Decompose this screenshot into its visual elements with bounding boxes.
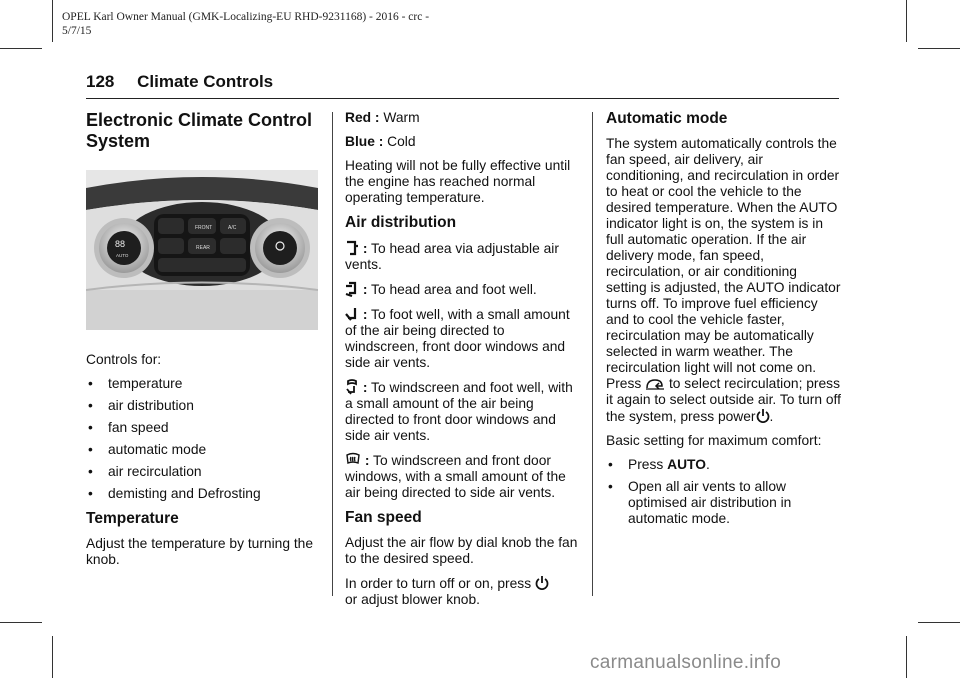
list-item: • air recirculation	[86, 464, 321, 480]
windscreen-foot-icon	[345, 379, 359, 395]
crop-mark	[52, 636, 53, 678]
power-icon	[535, 575, 549, 591]
list-item: • fan speed	[86, 420, 321, 436]
panel-front-label: FRONT	[195, 225, 213, 231]
page-title: Electronic Climate Control System	[86, 110, 313, 151]
climate-panel-photo	[86, 170, 318, 330]
air-item: : To head area and foot well.	[345, 281, 580, 298]
crop-mark	[906, 636, 907, 678]
climate-panel-illustration	[86, 170, 318, 330]
controls-intro: Controls for:	[86, 352, 162, 367]
fan-speed-heading: Fan speed	[345, 509, 422, 526]
crop-mark	[906, 0, 907, 42]
section-header	[86, 72, 273, 92]
air-item-text: To head area and foot well.	[371, 282, 537, 297]
column-divider	[592, 112, 593, 596]
foot-well-icon	[345, 306, 359, 322]
blue-cold-line	[345, 134, 580, 150]
controls-list	[86, 376, 321, 502]
fan-power-text	[345, 575, 580, 608]
section-title: Climate Controls	[137, 72, 274, 91]
column-2	[345, 110, 580, 616]
page-number: 128	[86, 72, 115, 91]
red-label: Red :	[345, 110, 380, 125]
list-item: • automatic mode	[86, 442, 321, 458]
power-icon	[756, 408, 770, 424]
step1-post: .	[705, 457, 710, 472]
crop-mark	[0, 48, 42, 49]
column-3	[606, 110, 841, 533]
automatic-mode-heading: Automatic mode	[606, 110, 728, 127]
head-vent-icon	[345, 240, 359, 256]
basic-setting-steps	[606, 457, 841, 527]
header-rule	[86, 98, 839, 99]
panel-ac-label: A/C	[228, 225, 237, 231]
auto-text-part-2: to select recirculation; press it again to select outside air. To turn off the system, press power	[606, 376, 841, 424]
heating-note: Heating will not be fully effective until the engine has reached normal operating temperature.	[345, 158, 571, 205]
basic-setting-text: Basic setting for maximum comfort:	[606, 433, 822, 448]
red-warm-line	[345, 110, 580, 126]
temperature-text: Adjust the temperature by turning the knob.	[86, 536, 314, 567]
auto-text-part-3: .	[769, 409, 774, 424]
document-meta: OPEL Karl Owner Manual (GMK-Localizing-EU RHD-9231168) - 2016 - crc - 5/7/15	[62, 11, 430, 37]
step1-pre: Press	[628, 457, 664, 472]
crop-mark	[0, 622, 42, 623]
list-item: • demisting and Defrosting	[86, 486, 321, 502]
list-item: • temperature	[86, 376, 321, 392]
blue-text: Cold	[387, 134, 416, 149]
step1-bold: AUTO	[667, 457, 706, 472]
air-item-text: To windscreen and front door windows, with a small amount of the air being directed to side air vents.	[345, 453, 566, 500]
automatic-mode-text	[606, 136, 841, 425]
windscreen-defrost-icon	[345, 452, 361, 468]
fan-power-post: or adjust blower knob.	[345, 592, 480, 607]
air-item-text: To foot well, with a small amount of the air being directed to windscreen, front door windows and side air vents.	[345, 307, 570, 370]
air-item-text: To head area via adjustable air vents.	[345, 241, 559, 272]
air-item: : To foot well, with a small amount of the air being directed to windscreen, front door windows and side air vents.	[345, 307, 570, 370]
blue-label: Blue :	[345, 134, 384, 149]
red-text: Warm	[383, 110, 420, 125]
recirculation-icon	[645, 377, 665, 391]
temperature-heading: Temperature	[86, 510, 179, 527]
column-divider	[332, 112, 333, 596]
crop-mark	[918, 622, 960, 623]
auto-text-part-1: The system automatically controls the fan speed, air delivery, air conditioning, and recirculation in order to heat or cool the vehicle to the desired temperature. When the AUTO indicator light is on, the system is in full automatic operation. If the air delivery mode, fan speed, recirculation, or air conditioning setting is adjusted, the AUTO indicator turns off. To improve fuel efficiency and to cool the vehicle faster, recirculation may be automatically selected in warm weather. The recirculation light will not come on. Press	[606, 136, 841, 391]
crop-mark	[52, 0, 53, 42]
air-item-text: To windscreen and foot well, with a small amount of the air being directed to front door windows and side air vents.	[345, 380, 573, 443]
list-item: • air distribution	[86, 398, 321, 414]
air-item: : To windscreen and foot well, with a small amount of the air being directed to front door windows and side air vents.	[345, 380, 573, 443]
crop-mark	[918, 48, 960, 49]
air-item: : To head area via adjustable air vents.	[345, 241, 559, 272]
panel-rear-label: REAR	[196, 245, 210, 251]
list-item: • Open all air vents to allow optimised air distribution in automatic mode.	[606, 479, 841, 527]
panel-auto-label: AUTO	[116, 253, 129, 258]
head-foot-icon	[345, 281, 359, 297]
fan-text: Adjust the air flow by dial knob the fan to the desired speed.	[345, 535, 578, 566]
air-distribution-heading: Air distribution	[345, 214, 457, 231]
list-item	[606, 457, 841, 473]
column-1	[86, 110, 321, 576]
watermark: carmanualsonline.info	[590, 652, 782, 673]
panel-temp-readout: 88	[115, 239, 126, 249]
fan-power-pre: In order to turn off or on, press	[345, 576, 532, 591]
air-item: : To windscreen and front door windows, with a small amount of the air being directed to side air vents.	[345, 453, 566, 500]
